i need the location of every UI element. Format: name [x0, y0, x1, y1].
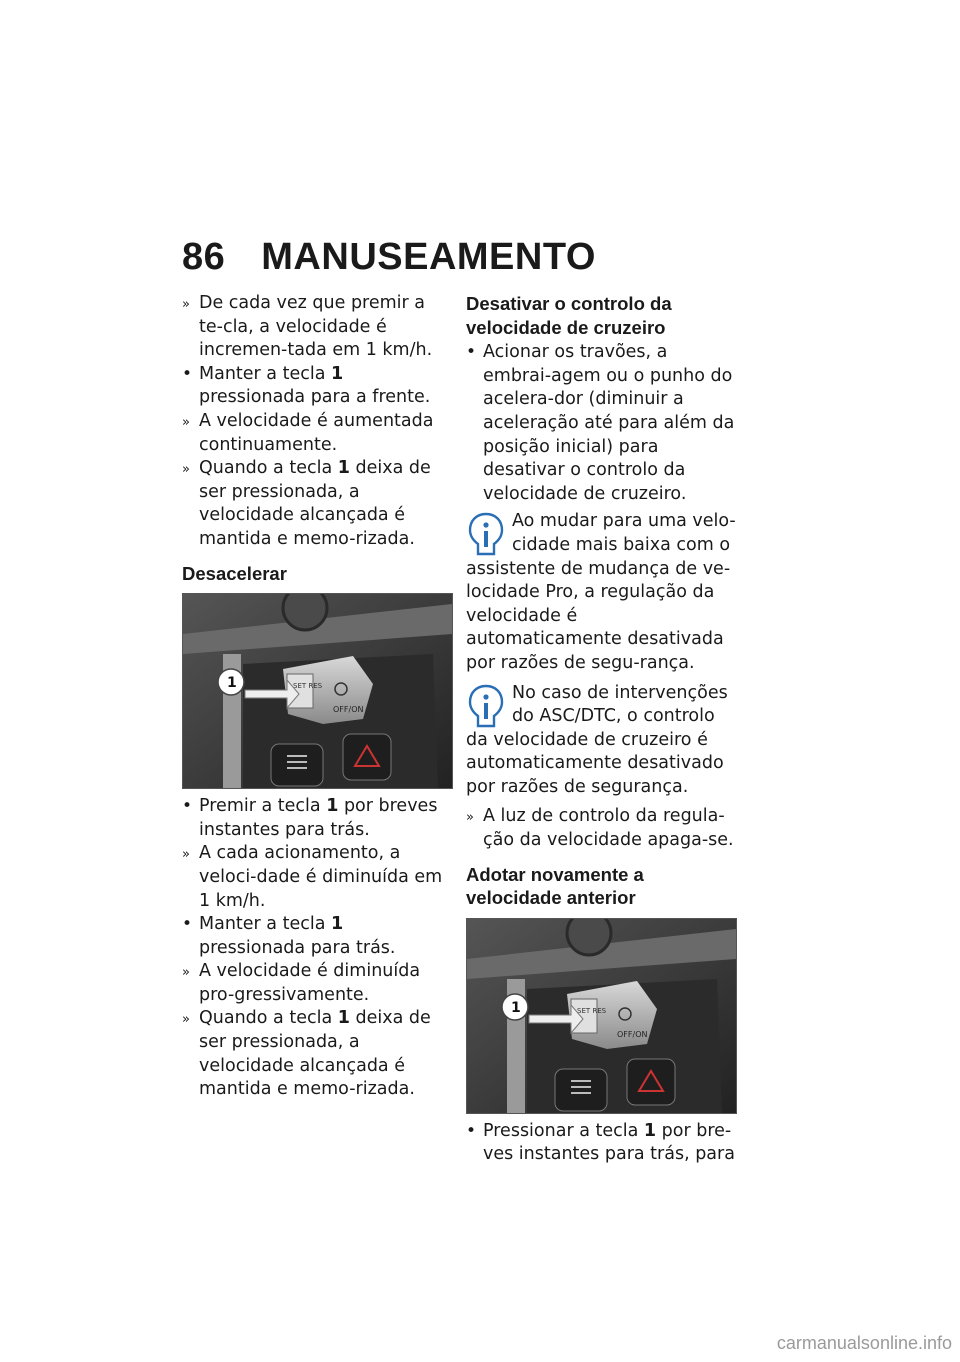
list-item — [182, 960, 452, 1007]
item-text-post: por breves instantes para trás. — [199, 796, 438, 840]
item-text-pre: Manter a tecla — [199, 914, 331, 935]
result-marker: » — [466, 810, 474, 826]
item-text-post: pressionada para a frente. — [199, 387, 431, 408]
result-marker: » — [182, 462, 190, 478]
item-text-pre: Quando a tecla — [199, 1008, 338, 1029]
list-item — [182, 1007, 452, 1101]
result-marker: » — [182, 414, 190, 430]
page-number: 86 — [182, 236, 226, 278]
item-text-pre: Quando a tecla — [199, 458, 338, 479]
list-item — [466, 341, 736, 506]
heading-deactivate: Desativar o controlo da velocidade de cruzeiro — [466, 293, 672, 338]
info-icon — [466, 684, 506, 728]
callout-1: 1 — [227, 675, 237, 692]
info-icon — [466, 512, 506, 556]
heading-decelerate: Desacelerar — [182, 562, 287, 584]
bullet-marker: • — [466, 342, 477, 363]
item-text: A cada acionamento, a veloci-dade é diminuída em 1 km/h. — [199, 843, 443, 911]
item-text: Acionar os travões, a embrai-agem ou o punho do acelera-dor (diminuir a aceleração até para além da posição inicial) para desativar o controlo da velocidade de cruzeiro. — [483, 342, 735, 504]
list-item — [182, 457, 452, 551]
list-item — [182, 292, 452, 363]
info-note-1 — [466, 510, 736, 675]
item-text-pre: Premir a tecla — [199, 796, 327, 817]
info-note-2 — [466, 682, 736, 800]
item-text — [199, 458, 431, 549]
key-reference: 1 — [337, 1008, 350, 1029]
key-reference: 1 — [643, 1120, 657, 1141]
callout-1: 1 — [511, 999, 521, 1016]
left-column — [182, 292, 452, 1102]
list-item — [182, 842, 452, 913]
resume-list — [466, 1120, 736, 1167]
item-text: A luz de controlo da regula-ção da velocidade apaga-se. — [483, 806, 734, 851]
key-reference: 1 — [331, 363, 344, 384]
item-text — [199, 796, 437, 840]
page-header — [182, 236, 596, 279]
intro-list — [182, 292, 452, 552]
list-item — [182, 410, 452, 457]
section-title: MANUSEAMENTO — [261, 236, 596, 278]
item-text: De cada vez que premir a te-cla, a velocidade é incremen-tada em 1 km/h. — [199, 293, 433, 361]
result-marker: » — [182, 965, 190, 981]
off-on-label: OFF/ON — [333, 705, 364, 715]
set-res-label: SET RES — [577, 1006, 607, 1015]
decelerate-steps — [182, 795, 452, 1102]
item-text — [483, 1121, 735, 1165]
list-item — [182, 363, 452, 410]
item-text-post: pressionada para trás. — [199, 937, 396, 958]
item-text — [199, 914, 395, 958]
list-item — [466, 805, 736, 852]
item-text-post: deixa de ser pressionada, a velocidade alcançada é mantida e memo-rizada. — [199, 1008, 431, 1100]
set-res-label: SET RES — [293, 682, 323, 691]
list-item — [182, 795, 452, 842]
bullet-marker: • — [182, 796, 193, 817]
item-text-pre: Pressionar a tecla — [483, 1120, 644, 1141]
list-item — [182, 913, 452, 960]
figure-handlebar-switch-resume — [466, 918, 737, 1114]
off-on-label: OFF/ON — [617, 1029, 648, 1039]
item-text-post: por bre-ves instantes para trás, para — [483, 1120, 735, 1165]
result-marker: » — [182, 297, 190, 312]
result-marker: » — [182, 847, 190, 863]
item-text — [199, 364, 430, 408]
bullet-marker: • — [182, 914, 193, 935]
watermark: carmanualsonline.info — [776, 1333, 952, 1353]
key-reference: 1 — [326, 796, 339, 817]
key-reference: 1 — [337, 458, 350, 479]
item-text: A velocidade é aumentada continuamente. — [199, 410, 434, 455]
item-text: A velocidade é diminuída pro-gressivamente. — [199, 961, 421, 1005]
list-item — [466, 1120, 736, 1167]
figure-handlebar-switch-decelerate — [182, 593, 453, 789]
right-column — [466, 292, 736, 1167]
item-text-pre: Manter a tecla — [199, 363, 331, 384]
heading-resume: Adotar novamente a velocidade anterior — [466, 863, 644, 909]
bullet-marker: • — [182, 363, 193, 384]
bullet-marker: • — [466, 1120, 477, 1141]
deactivate-list — [466, 341, 736, 506]
item-text-post: deixa de ser pressionada, a velocidade alcançada é mantida e memo-rizada. — [199, 458, 431, 549]
after-notes-list — [466, 805, 736, 852]
info-note-2-text: No caso de intervenções do ASC/DTC, o controlo da velocidade de cruzeiro é automaticamente desativado por razões de segurança. — [466, 682, 728, 797]
key-reference: 1 — [331, 914, 344, 935]
info-note-1-text: Ao mudar para uma velo-cidade mais baixa com o assistente de mudança de ve-locidade Pro, a regulação da velocidade é automaticamente desativada por razões de segu-rança. — [466, 511, 736, 673]
item-text — [199, 1008, 431, 1099]
result-marker: » — [182, 1012, 190, 1028]
